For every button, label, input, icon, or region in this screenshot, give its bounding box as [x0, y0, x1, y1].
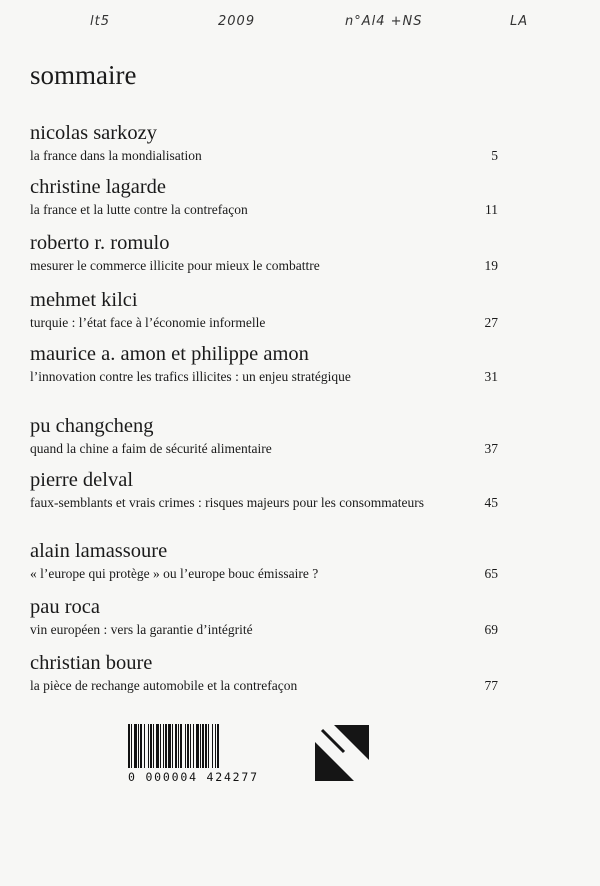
entry-author: mehmet kilci	[30, 289, 138, 311]
entry-title: « l’europe qui protège » ou l’europe bouc émissaire ?	[30, 566, 319, 581]
entry-title: turquie : l’état face à l’économie informelle	[30, 315, 266, 330]
entry-page-number: 5	[491, 148, 498, 163]
entry-title: la france dans la mondialisation	[30, 148, 202, 163]
entry-title: l’innovation contre les trafics illicites : un enjeu stratégique	[30, 369, 351, 384]
entry-author: christine lagarde	[30, 176, 167, 198]
entry-author: roberto r. romulo	[30, 232, 170, 254]
entry-author: nicolas sarkozy	[30, 122, 157, 144]
entry-author: christian boure	[30, 652, 153, 674]
toc-entry	[30, 414, 498, 468]
toc-entry	[30, 342, 498, 414]
entry-title: faux-semblants et vrais crimes : risques majeurs pour les consommateurs	[30, 495, 425, 510]
toc-entry	[30, 288, 498, 342]
barcode	[128, 724, 378, 788]
entry-title: quand la chine a faim de sécurité alimentaire	[30, 441, 272, 456]
toc-entry	[30, 121, 498, 175]
handwritten-note: LA	[510, 14, 529, 29]
toc-entry	[30, 651, 498, 705]
toc-entry	[30, 539, 498, 595]
toc-entry	[30, 231, 498, 288]
table-of-contents	[30, 121, 498, 705]
barcode-bars	[128, 724, 308, 768]
page-title: sommaire	[30, 60, 137, 90]
entry-page-number: 45	[484, 495, 498, 510]
entry-page-number: 11	[485, 202, 498, 217]
entry-page-number: 69	[484, 622, 498, 637]
barcode-digits: 0 000004 424277	[128, 770, 259, 784]
entry-page-number: 19	[484, 258, 498, 273]
entry-author: pau roca	[30, 596, 100, 618]
entry-author: pierre delval	[30, 469, 134, 491]
entry-author: alain lamassoure	[30, 540, 168, 562]
entry-title: mesurer le commerce illicite pour mieux le combattre	[30, 258, 320, 273]
toc-entry	[30, 175, 498, 231]
entry-page-number: 37	[484, 441, 498, 456]
entry-page-number: 31	[484, 369, 498, 384]
toc-entry	[30, 468, 498, 539]
barcode-bar	[219, 724, 220, 768]
entry-title: vin européen : vers la garantie d’intégrité	[30, 622, 253, 637]
entry-title: la france et la lutte contre la contrefaçon	[30, 202, 248, 217]
entry-page-number: 65	[484, 566, 498, 581]
handwritten-note: 2009	[218, 14, 256, 29]
entry-page-number: 77	[484, 678, 498, 693]
toc-entry	[30, 595, 498, 651]
entry-author: maurice a. amon et philippe amon	[30, 343, 309, 365]
handwritten-note: lt5	[90, 14, 110, 29]
handwritten-note: n°Al4 +NS	[345, 14, 423, 29]
publisher-emblem-icon	[314, 724, 370, 782]
entry-title: la pièce de rechange automobile et la contrefaçon	[30, 678, 298, 693]
entry-page-number: 27	[484, 315, 498, 330]
entry-author: pu changcheng	[30, 415, 154, 437]
